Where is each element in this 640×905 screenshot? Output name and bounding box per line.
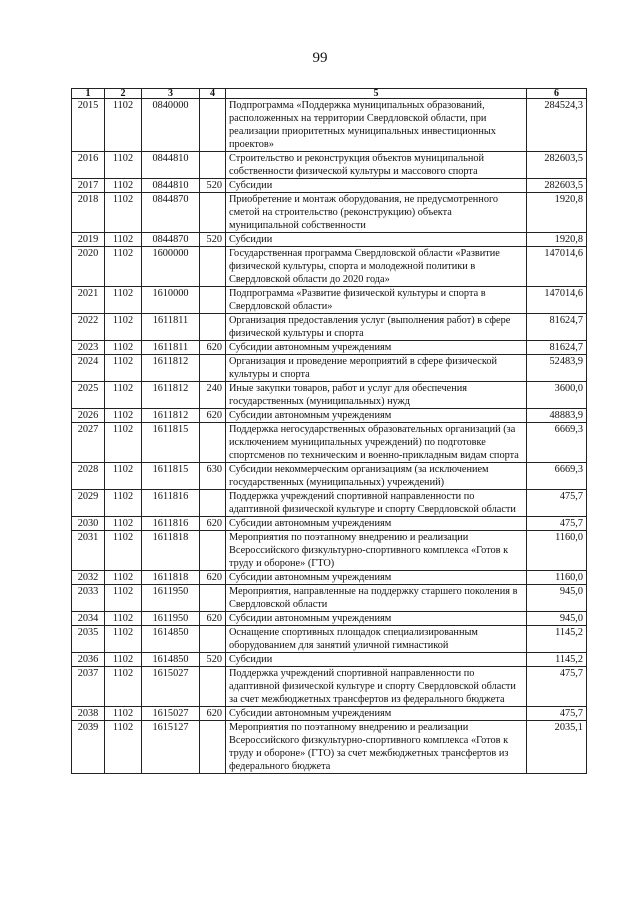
- expense-type-code: [200, 99, 226, 152]
- expense-type-code: 620: [200, 612, 226, 626]
- item-name: Субсидии: [226, 653, 527, 667]
- page-number: 99: [312, 50, 328, 66]
- row-number: 2019: [72, 233, 105, 247]
- item-name: Субсидии автономным учреждениям: [226, 517, 527, 531]
- amount: 1920,8: [527, 233, 587, 247]
- amount: 1160,0: [527, 531, 587, 571]
- item-name: Субсидии автономным учреждениям: [226, 707, 527, 721]
- section-code: 1102: [105, 409, 142, 423]
- header-cell-vr: 4: [200, 89, 226, 99]
- item-name: Оснащение спортивных площадок специализированным оборудованием для занятий уличной гимнастикой: [226, 626, 527, 653]
- item-name: Иные закупки товаров, работ и услуг для обеспечения государственных (муниципальных) нужд: [226, 382, 527, 409]
- section-code: 1102: [105, 287, 142, 314]
- row-number: 2028: [72, 463, 105, 490]
- item-name: Субсидии автономным учреждениям: [226, 409, 527, 423]
- amount: 945,0: [527, 612, 587, 626]
- table-row: [72, 99, 587, 152]
- header-cell-num: 1: [72, 89, 105, 99]
- expense-type-code: 620: [200, 341, 226, 355]
- amount: 52483,9: [527, 355, 587, 382]
- target-article-code: 1611815: [142, 463, 200, 490]
- target-article-code: 0844870: [142, 193, 200, 233]
- target-article-code: 0840000: [142, 99, 200, 152]
- expense-type-code: 520: [200, 653, 226, 667]
- header-cell-target: 3: [142, 89, 200, 99]
- expense-type-code: [200, 193, 226, 233]
- expense-type-code: 520: [200, 233, 226, 247]
- expense-type-code: 620: [200, 571, 226, 585]
- target-article-code: 1611816: [142, 517, 200, 531]
- row-number: 2023: [72, 341, 105, 355]
- item-name: Субсидии некоммерческим организациям (за исключением государственных (муниципальных) учреждений): [226, 463, 527, 490]
- table-row: [72, 612, 587, 626]
- target-article-code: 1611818: [142, 571, 200, 585]
- expense-type-code: [200, 585, 226, 612]
- target-article-code: 1614850: [142, 626, 200, 653]
- item-name: Мероприятия по поэтапному внедрению и реализации Всероссийского физкультурно-спортивного комплекса «Готов к труду и обороне» (ГТО): [226, 531, 527, 571]
- amount: 475,7: [527, 707, 587, 721]
- item-name: Организация предоставления услуг (выполнения работ) в сфере физической культуры и спорта: [226, 314, 527, 341]
- expense-type-code: [200, 423, 226, 463]
- item-name: Субсидии: [226, 233, 527, 247]
- section-code: 1102: [105, 423, 142, 463]
- row-number: 2027: [72, 423, 105, 463]
- table-row: [72, 517, 587, 531]
- row-number: 2034: [72, 612, 105, 626]
- target-article-code: 1611816: [142, 490, 200, 517]
- row-number: 2022: [72, 314, 105, 341]
- section-code: 1102: [105, 355, 142, 382]
- expense-type-code: 620: [200, 707, 226, 721]
- section-code: 1102: [105, 612, 142, 626]
- item-name: Субсидии: [226, 179, 527, 193]
- expense-type-code: [200, 721, 226, 774]
- expense-type-code: [200, 355, 226, 382]
- section-code: 1102: [105, 626, 142, 653]
- row-number: 2020: [72, 247, 105, 287]
- table-row: [72, 247, 587, 287]
- header-cell-sum: 6: [527, 89, 587, 99]
- table-row: [72, 667, 587, 707]
- row-number: 2033: [72, 585, 105, 612]
- expense-type-code: [200, 626, 226, 653]
- amount: 48883,9: [527, 409, 587, 423]
- section-code: 1102: [105, 463, 142, 490]
- item-name: Мероприятия по поэтапному внедрению и реализации Всероссийского физкультурно-спортивного комплекса «Готов к труду и обороне» (ГТО) за счет межбюджетных трансфертов из федерального бюджета: [226, 721, 527, 774]
- expense-type-code: 630: [200, 463, 226, 490]
- item-name: Субсидии автономным учреждениям: [226, 612, 527, 626]
- table-row: [72, 423, 587, 463]
- amount: 1145,2: [527, 626, 587, 653]
- table-row: [72, 179, 587, 193]
- row-number: 2035: [72, 626, 105, 653]
- row-number: 2015: [72, 99, 105, 152]
- target-article-code: 1611950: [142, 585, 200, 612]
- amount: 81624,7: [527, 314, 587, 341]
- table-row: [72, 193, 587, 233]
- section-code: 1102: [105, 517, 142, 531]
- amount: 6669,3: [527, 463, 587, 490]
- section-code: 1102: [105, 667, 142, 707]
- section-code: 1102: [105, 382, 142, 409]
- budget-table: [71, 88, 587, 774]
- item-name: Подпрограмма «Развитие физической культуры и спорта в Свердловской области»: [226, 287, 527, 314]
- row-number: 2018: [72, 193, 105, 233]
- amount: 147014,6: [527, 247, 587, 287]
- table-row: [72, 707, 587, 721]
- expense-type-code: 620: [200, 409, 226, 423]
- table-header: [72, 89, 587, 99]
- row-number: 2031: [72, 531, 105, 571]
- section-code: 1102: [105, 179, 142, 193]
- section-code: 1102: [105, 152, 142, 179]
- table-row: [72, 531, 587, 571]
- table-row: [72, 490, 587, 517]
- row-number: 2025: [72, 382, 105, 409]
- section-code: 1102: [105, 721, 142, 774]
- target-article-code: 0844810: [142, 152, 200, 179]
- target-article-code: 1611950: [142, 612, 200, 626]
- target-article-code: 1615127: [142, 721, 200, 774]
- target-article-code: 1611812: [142, 382, 200, 409]
- item-name: Подпрограмма «Поддержка муниципальных образований, расположенных на территории Свердловской области, при реализации приоритетных муниципальных инвестиционных проектов»: [226, 99, 527, 152]
- target-article-code: 1610000: [142, 287, 200, 314]
- section-code: 1102: [105, 193, 142, 233]
- amount: 284524,3: [527, 99, 587, 152]
- item-name: Мероприятия, направленные на поддержку старшего поколения в Свердловской области: [226, 585, 527, 612]
- row-number: 2026: [72, 409, 105, 423]
- section-code: 1102: [105, 314, 142, 341]
- section-code: 1102: [105, 99, 142, 152]
- table-row: [72, 463, 587, 490]
- item-name: Организация и проведение мероприятий в сфере физической культуры и спорта: [226, 355, 527, 382]
- item-name: Поддержка учреждений спортивной направленности по адаптивной физической культуре и спорту Свердловской области: [226, 490, 527, 517]
- expense-type-code: [200, 531, 226, 571]
- table-row: [72, 355, 587, 382]
- table-body: [72, 99, 587, 774]
- row-number: 2016: [72, 152, 105, 179]
- target-article-code: 0844810: [142, 179, 200, 193]
- table-row: [72, 341, 587, 355]
- table-row: [72, 382, 587, 409]
- amount: 6669,3: [527, 423, 587, 463]
- table-row: [72, 585, 587, 612]
- table-row: [72, 721, 587, 774]
- item-name: Поддержка негосударственных образовательных организаций (за исключением муниципальных учреждений) по подготовке спортсменов по техническим и военно-прикладным видам спорта: [226, 423, 527, 463]
- row-number: 2037: [72, 667, 105, 707]
- amount: 81624,7: [527, 341, 587, 355]
- expense-type-code: 620: [200, 517, 226, 531]
- target-article-code: 1600000: [142, 247, 200, 287]
- target-article-code: 0844870: [142, 233, 200, 247]
- target-article-code: 1611815: [142, 423, 200, 463]
- table-row: [72, 626, 587, 653]
- section-code: 1102: [105, 341, 142, 355]
- section-code: 1102: [105, 531, 142, 571]
- table-row: [72, 571, 587, 585]
- target-article-code: 1614850: [142, 653, 200, 667]
- section-code: 1102: [105, 247, 142, 287]
- target-article-code: 1611811: [142, 314, 200, 341]
- amount: 3600,0: [527, 382, 587, 409]
- expense-type-code: [200, 667, 226, 707]
- expense-type-code: [200, 314, 226, 341]
- row-number: 2038: [72, 707, 105, 721]
- header-cell-name: 5: [226, 89, 527, 99]
- target-article-code: 1615027: [142, 707, 200, 721]
- target-article-code: 1611818: [142, 531, 200, 571]
- row-number: 2036: [72, 653, 105, 667]
- table-row: [72, 233, 587, 247]
- row-number: 2024: [72, 355, 105, 382]
- table-row: [72, 314, 587, 341]
- amount: 282603,5: [527, 152, 587, 179]
- section-code: 1102: [105, 233, 142, 247]
- item-name: Государственная программа Свердловской области «Развитие физической культуры, спорта и молодежной политики в Свердловской области до 2020 года»: [226, 247, 527, 287]
- target-article-code: 1615027: [142, 667, 200, 707]
- row-number: 2029: [72, 490, 105, 517]
- section-code: 1102: [105, 585, 142, 612]
- item-name: Субсидии автономным учреждениям: [226, 571, 527, 585]
- header-cell-section: 2: [105, 89, 142, 99]
- amount: 475,7: [527, 667, 587, 707]
- amount: 945,0: [527, 585, 587, 612]
- target-article-code: 1611812: [142, 409, 200, 423]
- item-name: Строительство и реконструкция объектов муниципальной собственности физической культуры и массового спорта: [226, 152, 527, 179]
- section-code: 1102: [105, 653, 142, 667]
- row-number: 2032: [72, 571, 105, 585]
- target-article-code: 1611812: [142, 355, 200, 382]
- row-number: 2039: [72, 721, 105, 774]
- expense-type-code: [200, 490, 226, 517]
- item-name: Поддержка учреждений спортивной направленности по адаптивной физической культуре и спорту Свердловской области за счет межбюджетных трансфертов из федерального бюджета: [226, 667, 527, 707]
- amount: 475,7: [527, 490, 587, 517]
- amount: 282603,5: [527, 179, 587, 193]
- expense-type-code: [200, 247, 226, 287]
- table-row: [72, 409, 587, 423]
- row-number: 2030: [72, 517, 105, 531]
- item-name: Приобретение и монтаж оборудования, не предусмотренного сметой на строительство (реконструкцию) объекта муниципальной собственности: [226, 193, 527, 233]
- table-row: [72, 287, 587, 314]
- section-code: 1102: [105, 490, 142, 517]
- item-name: Субсидии автономным учреждениям: [226, 341, 527, 355]
- row-number: 2017: [72, 179, 105, 193]
- amount: 1145,2: [527, 653, 587, 667]
- expense-type-code: 520: [200, 179, 226, 193]
- amount: 1920,8: [527, 193, 587, 233]
- row-number: 2021: [72, 287, 105, 314]
- section-code: 1102: [105, 571, 142, 585]
- expense-type-code: [200, 287, 226, 314]
- expense-type-code: [200, 152, 226, 179]
- section-code: 1102: [105, 707, 142, 721]
- table-row: [72, 653, 587, 667]
- amount: 2035,1: [527, 721, 587, 774]
- table-row: [72, 152, 587, 179]
- amount: 1160,0: [527, 571, 587, 585]
- amount: 475,7: [527, 517, 587, 531]
- target-article-code: 1611811: [142, 341, 200, 355]
- amount: 147014,6: [527, 287, 587, 314]
- expense-type-code: 240: [200, 382, 226, 409]
